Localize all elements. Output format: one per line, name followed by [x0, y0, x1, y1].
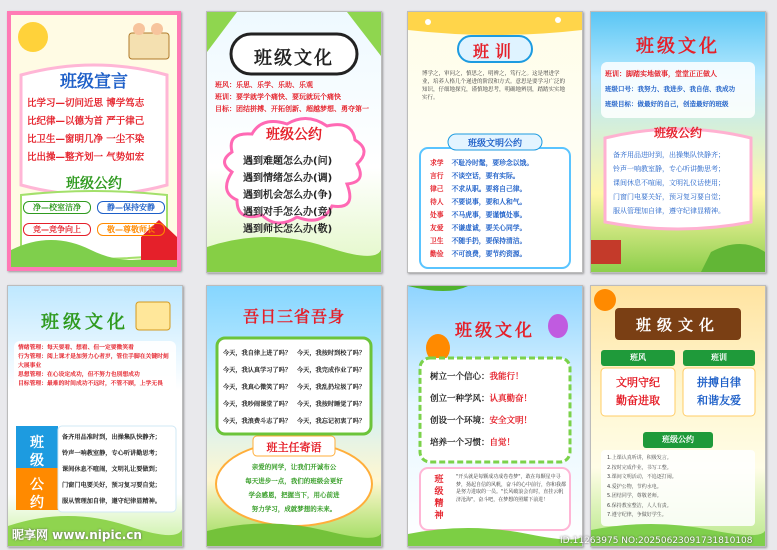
poster-class-culture-7	[407, 285, 583, 547]
reflection-right: 今天，我忘记初衷了吗？	[297, 418, 366, 425]
pact-tag: 敬—尊敬师长	[97, 223, 165, 236]
message-line: 学会感恩，把握当下，用心前进	[248, 491, 340, 499]
pact-key: 勤俭	[430, 250, 444, 258]
pact-key: 处事	[430, 211, 444, 219]
pact-tag: 静—保持安静	[97, 201, 165, 214]
reflection-right: 今天，我乱扔垃圾了吗？	[297, 384, 366, 391]
declaration-line: 比学习—切问近思 博学笃志	[27, 98, 145, 109]
info-line: 班级口号：我努力、我进步、我自信、我成功	[605, 85, 735, 93]
pact-row	[430, 196, 526, 206]
pact-key: 卫生	[430, 237, 444, 245]
pact-key: 律己	[430, 185, 444, 193]
pact-line: 遇到情绪怎么办(调)	[243, 173, 333, 184]
pact-line: 遇到机会怎么办(争)	[243, 190, 333, 201]
sun-icon	[18, 22, 48, 52]
pact-list: 1.上课认真听讲，积极发言。 2.按时完成作业，书写工整。 3.课间文明活动，不追逐打闹。 4.爱护公物，节约水电。 5.团结同学，尊敬老师。 6.保持教室整洁，人人有责。 7.遵守纪律，争做好学生。	[607, 455, 677, 518]
info-line: 行为管理：阅上课才是加努力心者岁，管住手脚在关键时刻大展事业	[18, 354, 169, 369]
site-watermark: 昵享网 www.nipic.cn	[12, 528, 142, 542]
pact-line: 课间休息不喧闹，文明礼仪话使用；	[613, 179, 725, 187]
reflection-left: 今天，我自律上进了吗？	[223, 350, 292, 357]
side-char: 公	[30, 477, 44, 493]
goal-line: 创设一个环境：安全文明！	[430, 416, 533, 426]
pact-line: 遇到师长怎么办(敬)	[243, 224, 333, 235]
pact-text: 不可浪费，要节约资源。	[451, 250, 527, 258]
info-block	[18, 344, 174, 389]
motto-paragraph: 博学之，审问之，慎思之，明辨之，笃行之。这是增进学业，培养人格几个递进的阶段和方式。意思是要学习广泛的知识，仔细地探究，谨慎地思考，明确地辨别，踏踏实实地实行。	[422, 71, 566, 101]
poster-class-motto	[407, 11, 583, 273]
reflection-right: 今天，我按时睡觉了吗？	[297, 401, 366, 408]
declaration-line: 比卫生—窗明几净 一尘不染	[27, 134, 145, 145]
pact-line: 遇到对手怎么办(竞)	[243, 207, 333, 218]
ban-xun-text: 和谐友爱	[697, 394, 741, 407]
goal-line: 树立一个信心：我能行！	[430, 372, 524, 382]
ban-xun-label: 班训	[711, 353, 727, 362]
ban-feng-text: 文明守纪	[616, 376, 660, 389]
info-line: 目标：团结拼搏、开拓创新、超越梦想、勇夺第一	[215, 105, 369, 113]
section-title: 班级公约	[66, 176, 122, 192]
pact-line: 课间休息不喧闹，文明礼让要做到；	[62, 466, 161, 473]
pact-key: 言行	[430, 172, 444, 180]
info-line: 班训：脚踏实地做事，堂堂正正做人	[605, 70, 717, 78]
info-line: 班训：要学就学个痛快、要玩就玩个痛快	[215, 93, 341, 101]
page-title: 班级文化	[455, 321, 535, 341]
pact-row	[430, 235, 526, 245]
sun-icon	[594, 289, 616, 311]
pact-line: 遇到难题怎么办(问)	[243, 156, 333, 167]
pact-text: 不谦虚诚，要关心同学。	[451, 224, 527, 232]
info-line: 班风：乐思、乐学、乐助、乐观	[215, 81, 313, 89]
pact-line: 备齐用品进时到，出操集队快静齐；	[613, 151, 725, 159]
reflection-left: 今天，我浪费斗志了吗？	[223, 418, 292, 425]
pact-row	[430, 209, 526, 219]
side-char: 班	[30, 435, 44, 451]
pact-line: 门窗门电要关好，预习复习要自觉；	[62, 482, 161, 489]
reflection-left: 今天，我吵闹课堂了吗？	[223, 401, 292, 408]
info-line: 思想管理：在心设定成功，但不努力也别想成功	[18, 372, 140, 378]
poster-class-culture-4	[590, 11, 766, 273]
page-title: 班级文化	[254, 48, 334, 69]
poster-self-reflection	[206, 285, 382, 547]
pact-tag: 竞—竞争向上	[23, 223, 91, 236]
pact-line: 服从管理加自律，遵守纪律显精神。	[62, 498, 161, 505]
spirit-badge: 班 级 精 神	[434, 475, 444, 521]
message-line: 每天进步一点，我们的班级会更好	[245, 477, 343, 485]
pact-line: 备齐用品准时到，出操集队快静齐；	[62, 434, 161, 441]
pact-text: 不求从职。要将自己律。	[451, 185, 527, 193]
message-line: 努力学习，成就梦想的未来。	[251, 505, 337, 513]
info-line: 情绪管理：每天要看、想看、但一定要微笑看	[18, 345, 134, 351]
section-title: 班级公约	[653, 126, 702, 140]
poster-class-culture-8	[590, 285, 766, 547]
section-title: 班主任寄语	[266, 441, 322, 454]
ban-feng-label: 班风	[630, 353, 646, 362]
ban-xun-text: 拼搏自律	[697, 376, 741, 389]
reflection-left: 今天，我真心微笑了吗？	[223, 384, 292, 391]
reflection-right: 今天，我完成作业了吗？	[297, 367, 366, 374]
pact-row	[430, 170, 520, 180]
pact-text: 不要说事，要和人和气。	[451, 198, 527, 206]
goal-line: 培养一个习惯：自觉！	[430, 438, 516, 448]
book-icon	[129, 33, 169, 59]
info-line: 目标管理：最难的时间成功不远时，不管不顾，上学无畏	[18, 381, 163, 387]
pact-text: 不耻冷时髦，要珍念以饿。	[451, 159, 534, 167]
pact-key: 友爱	[430, 224, 444, 232]
spirit-quote: "开头就是每颗成功成卷卷梦"，敢在每颗星中寻梦，扬起自信的风帆，奋斗的心中前行，你和我都是努力进取的一员。"长风破浪会有时，直挂云帆济沧海"，奋斗吧，在梦想的照耀下前进！	[456, 474, 567, 503]
page-title: 班级文化	[41, 312, 129, 333]
pact-line: 门窗门电要关好，预习复习要自觉；	[613, 193, 725, 201]
goal-line: 创立一种学风：认真勤奋！	[430, 394, 533, 404]
message-line: 亲爱的同学，让我们开诚布公	[251, 463, 337, 471]
reflection-left: 今天，我认真学习了吗？	[223, 367, 292, 374]
pact-row	[430, 248, 526, 258]
pact-line: 铃声一响教室静，专心听讲勤思考；	[62, 450, 161, 457]
section-title: 班级公约	[266, 127, 322, 143]
section-title: 班级文明公约	[467, 139, 522, 149]
reflection-right: 今天，我按时到校了吗？	[297, 350, 366, 357]
poster-class-culture-5	[7, 285, 183, 547]
pact-key: 待人	[430, 198, 444, 206]
declaration-line: 比纪律—以德为首 严于律己	[27, 116, 145, 127]
pact-text: 不随手扔，要保持清洁。	[451, 237, 527, 245]
section-title: 班级公约	[662, 435, 694, 444]
info-line: 班级目标：做最好的自己，创造最好的班级	[605, 100, 729, 108]
side-char: 约	[30, 495, 44, 511]
pact-tag: 净—校室洁净	[23, 201, 91, 214]
pact-row	[430, 183, 526, 193]
pact-line: 铃声一响教室静，专心听讲勤思考；	[613, 165, 725, 173]
side-char: 级	[30, 453, 44, 469]
page-title: 班级文化	[636, 36, 720, 57]
page-title: 吾日三省吾身	[242, 307, 345, 326]
declaration-line: 比出操—整齐划一 气势如宏	[27, 152, 145, 163]
ban-feng-text: 勤奋进取	[616, 394, 660, 407]
pact-line: 服从管理加自律，遵守纪律显精神。	[613, 207, 725, 215]
pact-text: 不谈空话，要有实际。	[451, 172, 520, 180]
image-id-watermark: ID:11263975 NO:20250623091731810108	[560, 536, 753, 546]
poster-class-culture-2	[206, 11, 382, 273]
pact-row	[430, 157, 533, 167]
poster-class-declaration	[7, 11, 181, 271]
page-title: 班级宣言	[60, 72, 128, 92]
pact-key: 求学	[430, 159, 444, 167]
pact-text: 不马虎事，要谨慎处事。	[451, 211, 527, 219]
page-title: 班训	[472, 42, 517, 61]
page-title: 班级文化	[635, 316, 720, 334]
pact-row	[430, 222, 526, 232]
